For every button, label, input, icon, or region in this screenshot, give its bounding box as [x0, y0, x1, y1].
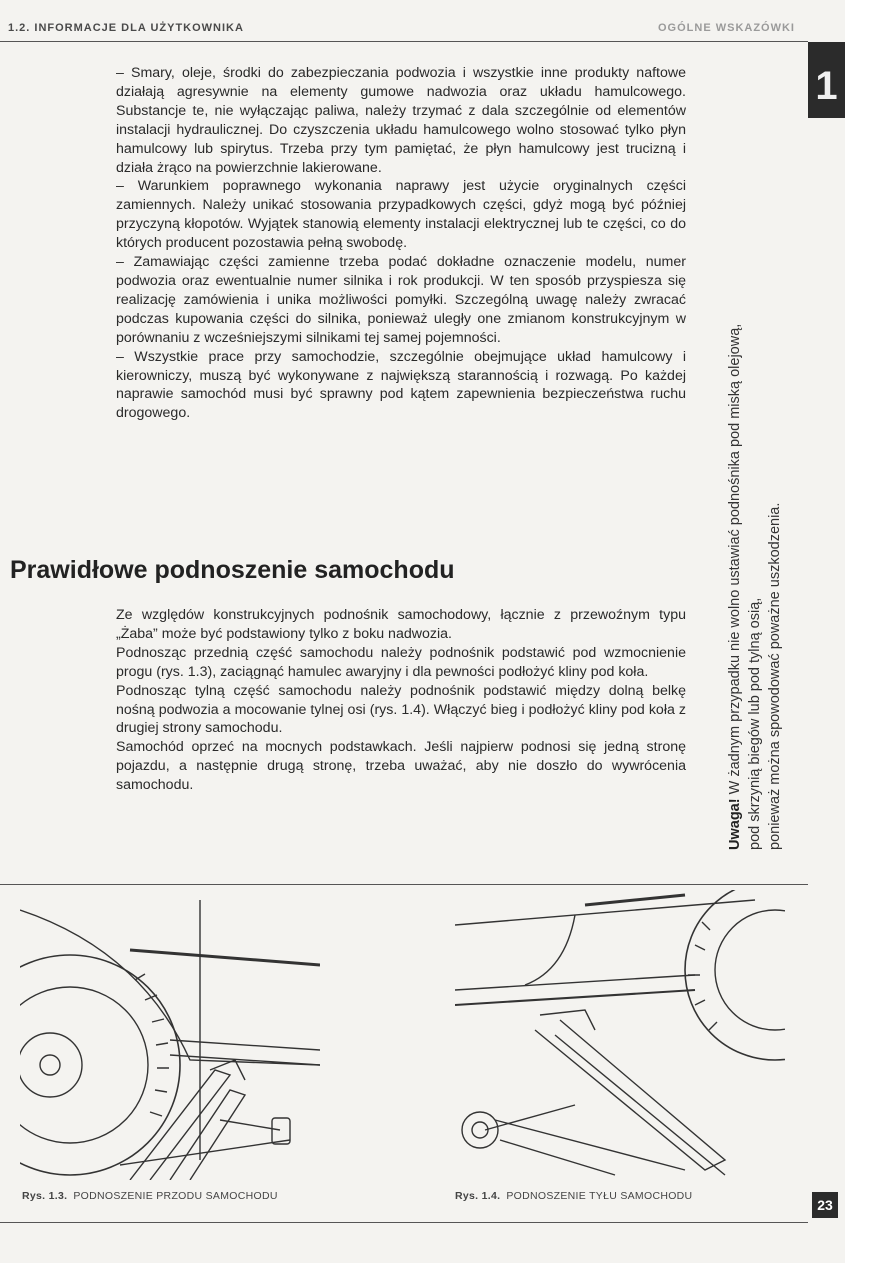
- chapter-tab: 1: [808, 42, 845, 118]
- section-text: [116, 606, 686, 795]
- header-rule: [0, 41, 808, 42]
- footer-rule: [0, 1222, 808, 1223]
- figure-label: Rys. 1.3.: [22, 1190, 68, 1202]
- section-paragraph: Podnosząc przednią część samochodu należy podnośnik podstawić pod wzmocnienie progu (rys. 1.3), zaciągnąć hamulec awaryjny i dla pewności podłożyć kliny pod koła.: [116, 644, 686, 680]
- page-number: 23: [812, 1192, 838, 1218]
- figure-caption-1: [22, 1190, 278, 1202]
- figure-rear-lift-illustration: [455, 890, 785, 1180]
- header-section-title: 1.2. INFORMACJE DLA UŻYTKOWNIKA: [8, 22, 244, 34]
- section-heading: Prawidłowe podnoszenie samochodu: [10, 556, 455, 584]
- running-header: [0, 22, 800, 38]
- figure-caption-2: [455, 1190, 692, 1202]
- paragraph: – Zamawiając części zamienne trzeba podać dokładne oznaczenie modelu, numer podwozia oraz ewentualnie numer silnika i rok produkcji. W ten sposób przyspiesza się realizację zamówienia i unika możliwości pomyłki. Szczególną uwagę należy zwracać podczas kupowania części do silnika, ponieważ uległy one zmianom konstrukcyjnym w porównaniu z wcześniejszymi silnikami tej samej pojemności.: [116, 254, 686, 346]
- figure-caption-text: PODNOSZENIE TYŁU SAMOCHODU: [506, 1190, 693, 1202]
- paragraph: – Warunkiem poprawnego wykonania naprawy jest użycie oryginalnych części zamiennych. Należy unikać stosowania przypadkowych części, gdyż mogą być później przyczyną kłopotów. Wyjątek stanowią elementy instalacji elektrycznej lub te części, co do których producent pozostawia pełną swobodę.: [116, 178, 686, 252]
- header-chapter-title: OGÓLNE WSKAZÓWKI: [658, 22, 795, 34]
- warning-line-1: Uwaga! W żadnym przypadku nie wolno ustawiać podnośnika pod miską olejową,: [727, 323, 743, 850]
- figure-front-lift-illustration: [20, 890, 320, 1180]
- warning-label: Uwaga!: [727, 798, 743, 850]
- figure-label: Rys. 1.4.: [455, 1190, 501, 1202]
- body-text: [116, 64, 686, 423]
- section-paragraph: Ze względów konstrukcyjnych podnośnik samochodowy, łącznie z przewoźnym typu „Żaba” może być podstawiony tylko z boku nadwozia.: [116, 607, 686, 642]
- paragraph: – Wszystkie prace przy samochodzie, szczególnie obejmujące układ hamulcowy i kierowniczy, muszą być wykonywane z największą starannością i rozwagą. Po każdej naprawie samochód musi być sprawny pod kątem zapewnienia bezpieczeństwa ruchu drogowego.: [116, 348, 686, 422]
- figure-top-rule: [0, 884, 808, 885]
- side-warning-note: [725, 150, 795, 850]
- section-paragraph: Samochód oprzeć na mocnych podstawkach. Jeśli najpierw podnosi się jedną stronę pojazdu, a następnie drugą stronę, trzeba uważać, aby nie doszło do wywrócenia samochodu.: [116, 739, 686, 794]
- figure-caption-text: PODNOSZENIE PRZODU SAMOCHODU: [73, 1190, 278, 1202]
- warning-line-3: ponieważ można spowodować poważne uszkodzenia.: [767, 502, 783, 850]
- warning-line-2: pod skrzynią biegów lub pod tylną osią,: [747, 597, 763, 850]
- page-margin-strip: [845, 0, 893, 1263]
- paragraph: – Smary, oleje, środki do zabezpieczania podwozia i wszystkie inne produkty naftowe działają agresywnie na elementy gumowe nadwozia oraz układu hamulcowego. Substancje te, nie wyłączając paliwa, należy trzymać z dala szczególnie od elementów instalacji hydraulicznej. Do czyszczenia układu hamulcowego wolno stosować tylko płyn hamulcowy lub spirytus. Trzeba przy tym pamiętać, że płyn hamulcowy jest trucizną i działa żrąco na powierzchnie lakierowane.: [116, 65, 686, 176]
- section-paragraph: Podnosząc tylną część samochodu należy podnośnik podstawić między dolną belkę nośną podwozia a mocowanie tylnej osi (rys. 1.4). Włączyć bieg i podłożyć kliny pod koła z drugiej strony samochodu.: [116, 682, 686, 737]
